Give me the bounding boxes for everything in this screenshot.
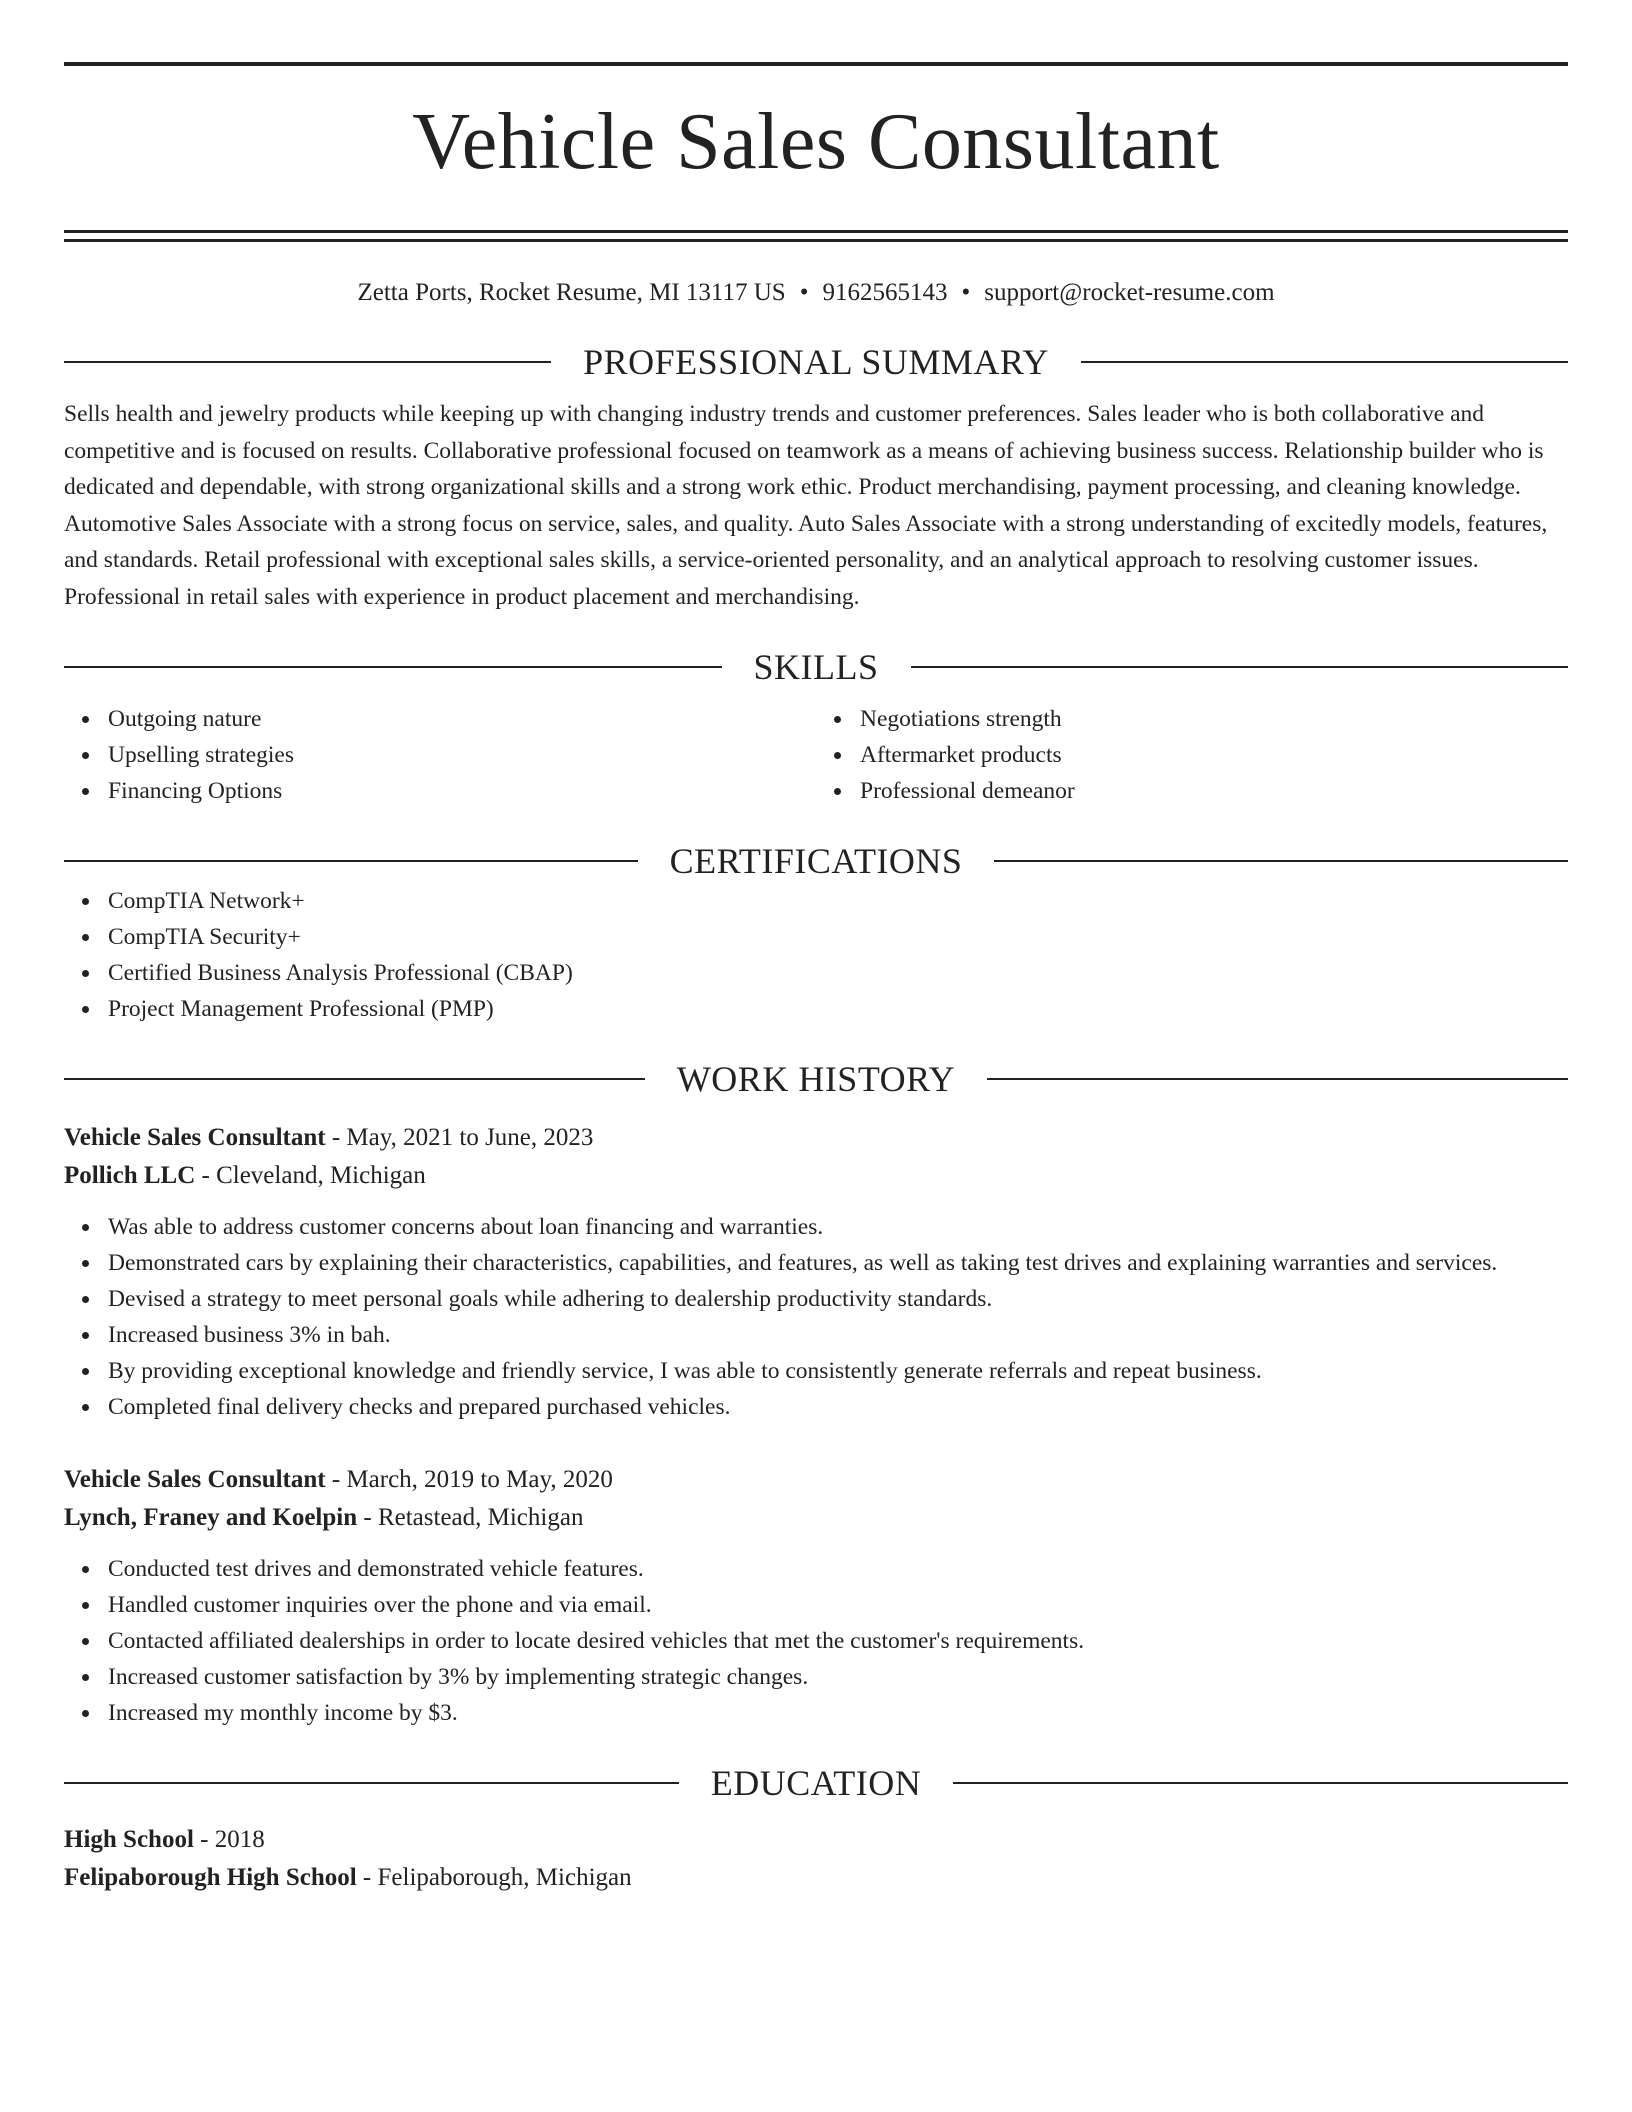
job-entry (64, 1461, 1568, 1731)
education-entry (64, 1821, 1568, 1897)
skill-item: Financing Options (108, 773, 816, 809)
skills-grid (64, 701, 1568, 809)
skills-list-right (816, 701, 1568, 809)
job-bullets (64, 1551, 1568, 1731)
job-company-line (64, 1499, 1568, 1537)
education-location: - Felipaborough, Michigan (356, 1864, 632, 1891)
job-company-line (64, 1157, 1568, 1195)
job-entry (64, 1119, 1568, 1425)
job-bullet: Devised a strategy to meet personal goals while adhering to dealership productivity standards. (108, 1281, 1568, 1317)
job-role: Vehicle Sales Consultant (64, 1466, 326, 1493)
certification-item: CompTIA Network+ (108, 883, 1568, 919)
job-bullet: Contacted affiliated dealerships in order to locate desired vehicles that met the customer's requirements. (108, 1623, 1568, 1659)
skills-list-left (64, 701, 816, 809)
section-header-skills (64, 645, 1568, 689)
skill-item: Negotiations strength (860, 701, 1568, 737)
section-title-work: WORK HISTORY (676, 1059, 956, 1099)
education-degree-line (64, 1821, 1568, 1859)
certification-item: Project Management Professional (PMP) (108, 991, 1568, 1027)
section-rule (1081, 361, 1568, 363)
job-role: Vehicle Sales Consultant (64, 1124, 326, 1151)
skill-item: Aftermarket products (860, 737, 1568, 773)
section-rule (987, 1078, 1568, 1080)
job-bullet: Handled customer inquiries over the phone and via email. (108, 1587, 1568, 1623)
section-title-certifications: CERTIFICATIONS (669, 841, 963, 881)
skill-item: Upselling strategies (108, 737, 816, 773)
contact-phone: 9162565143 (822, 279, 948, 306)
skill-item: Professional demeanor (860, 773, 1568, 809)
education-degree: High School (64, 1826, 194, 1853)
section-title-summary: PROFESSIONAL SUMMARY (583, 342, 1049, 382)
certifications-list (64, 883, 1568, 1027)
job-dates: - May, 2021 to June, 2023 (325, 1124, 594, 1151)
contact-separator: • (961, 279, 971, 306)
section-title-skills: SKILLS (753, 647, 879, 687)
certification-item: Certified Business Analysis Professional (CBAP) (108, 955, 1568, 991)
section-rule (64, 860, 638, 862)
section-rule (953, 1782, 1568, 1784)
section-title-education: EDUCATION (710, 1763, 922, 1803)
section-rule (911, 666, 1569, 668)
section-header-certifications (64, 839, 1568, 883)
job-company: Lynch, Franey and Koelpin (64, 1504, 358, 1531)
education-year: - 2018 (193, 1826, 265, 1853)
job-bullet: Demonstrated cars by explaining their characteristics, capabilities, and features, as well as taking test drives and explaining warranties and services. (108, 1245, 1568, 1281)
job-location: - Retastead, Michigan (357, 1504, 584, 1531)
contact-separator: • (799, 279, 809, 306)
section-header-education (64, 1761, 1568, 1805)
title-double-rule (64, 230, 1568, 242)
contact-email: support@rocket-resume.com (984, 279, 1275, 306)
section-rule (64, 361, 551, 363)
job-bullet: By providing exceptional knowledge and friendly service, I was able to consistently generate referrals and repeat business. (108, 1353, 1568, 1389)
job-bullet: Completed final delivery checks and prepared purchased vehicles. (108, 1389, 1568, 1425)
certification-item: CompTIA Security+ (108, 919, 1568, 955)
education-school-line (64, 1859, 1568, 1897)
job-role-line (64, 1461, 1568, 1499)
job-bullet: Increased my monthly income by $3. (108, 1695, 1568, 1731)
skill-item: Outgoing nature (108, 701, 816, 737)
job-company: Pollich LLC (64, 1162, 196, 1189)
skills-column-left (64, 701, 816, 809)
contact-address: Zetta Ports, Rocket Resume, MI 13117 US (357, 279, 786, 306)
skills-column-right (816, 701, 1568, 809)
top-rule (64, 62, 1568, 66)
contact-line (64, 276, 1568, 310)
summary-text: Sells health and jewelry products while keeping up with changing industry trends and customer preferences. Sales leader who is both collaborative and competitive and is focused on results. Collaborative professional focused on teamwork as a means of achieving business success. Relationship builder who is dedicated and dependable, with strong organizational skills and a strong work ethic. Product merchandising, payment processing, and cleaning knowledge. Automotive Sales Associate with a strong focus on service, sales, and quality. Auto Sales Associate with a strong understanding of excitedly models, features, and standards. Retail professional with exceptional sales skills, a service-oriented personality, and an analytical approach to resolving customer issues. Professional in retail sales with experience in product placement and merchandising. (64, 401, 1548, 610)
job-bullets (64, 1209, 1568, 1425)
section-rule (64, 666, 722, 668)
section-header-work (64, 1057, 1568, 1101)
job-bullet: Was able to address customer concerns about loan financing and warranties. (108, 1209, 1568, 1245)
section-header-summary (64, 340, 1568, 384)
job-role-line (64, 1119, 1568, 1157)
education-school: Felipaborough High School (64, 1864, 357, 1891)
job-location: - Cleveland, Michigan (195, 1162, 426, 1189)
section-rule (64, 1782, 679, 1784)
resume-title: Vehicle Sales Consultant (412, 98, 1220, 186)
section-rule (994, 860, 1568, 862)
section-rule (64, 1078, 645, 1080)
job-bullet: Increased business 3% in bah. (108, 1317, 1568, 1353)
job-dates: - March, 2019 to May, 2020 (325, 1466, 613, 1493)
job-bullet: Conducted test drives and demonstrated vehicle features. (108, 1551, 1568, 1587)
job-bullet: Increased customer satisfaction by 3% by implementing strategic changes. (108, 1659, 1568, 1695)
